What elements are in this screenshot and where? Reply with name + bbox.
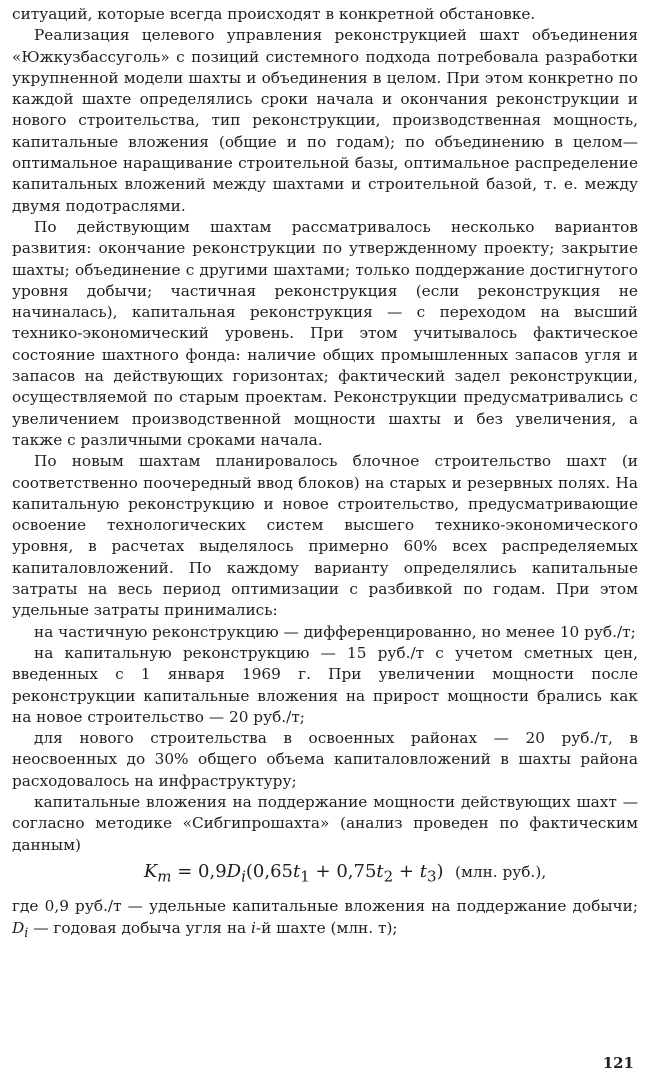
legend-text-a: где 0,9 руб./т — удельные капитальные вложения на поддержание добычи;: [12, 897, 638, 916]
paragraph-existing-mines: По действующим шахтам рассматривалось несколько вариантов развития: окончание реконструкции по утвержденному проекту; закрытие шахты; объединение с другими шахтами; только поддержание достигнутого уровня добычи; частичная реконструкция (если реконструкция не начиналась), капитальная реконструкция — с переходом на высший технико-экономический уровень. При этом учитывалось фактическое состояние шахтного фонда: наличие общих промышленных запасов угля и запасов на действующих горизонтах; фактический задел реконструкции, осуществляемой по старым проектам. Реконструкции предусматривались с увеличением производственной мощности шахты и без увеличения, а также с различными сроками начала.: [12, 217, 638, 449]
formula-d: D: [226, 860, 242, 882]
formula-t2: t: [376, 860, 384, 882]
legend-d: D: [12, 918, 25, 937]
legend-text-c: -й шахте (млн. т);: [255, 918, 398, 937]
formula-eq: = 0,9: [171, 860, 227, 882]
legend-d-sub: i: [24, 925, 29, 941]
paragraph-new-construction: для нового строительства в освоенных районах — 20 руб./т, в неосвоенных до 30% общего объема капиталовложений в шахты района расходовалось на инфраструктуру;: [12, 729, 638, 790]
paragraph-formula-legend: [12, 896, 638, 944]
formula-k-sub: m: [157, 867, 172, 886]
legend-text-b: — годовая добыча угля на: [28, 918, 251, 937]
formula-t1: t: [293, 860, 301, 882]
paragraph-maintenance: капитальные вложения на поддержание мощности действующих шахт — согласно методике «Сибгипрошахта» (анализ проведен по фактическим данным): [12, 792, 638, 854]
formula-d-sub: i: [241, 867, 246, 886]
formula-t3: t: [419, 860, 427, 882]
formula-plus1: + 0,75: [309, 860, 377, 882]
formula-t3-sub: 3: [426, 867, 437, 886]
document-page: [12, 4, 638, 944]
formula-plus2: +: [393, 860, 420, 882]
paragraph-capital-reconstruction: на капитальную реконструкцию — 15 руб./т с учетом сметных цен, введенных с 1 января 1969 г. При увеличении мощности после реконструкции капитальные вложения на прирост мощности брались как на новое строительство — 20 руб./т;: [12, 643, 638, 726]
formula-close: ): [436, 860, 444, 882]
formula-t1-sub: 1: [300, 867, 310, 886]
paragraph-target-management: Реализация целевого управления реконструкцией шахт объединения «Южкузбассуголь» с позиций системного подхода потребовала разработки укрупненной модели шахты и объединения в целом. При этом конкретно по каждой шахте определялись сроки начала и окончания реконструкции и нового строительства, тип реконструкции, производственная мощность, капитальные вложения (общие и по годам); по объединению в целом—оптимальное наращивание строительной базы, оптимальное распределение капитальных вложений между шахтами и строительной базой, т. е. между двумя подотраслями.: [12, 26, 638, 215]
formula-open: (0,65: [245, 860, 294, 882]
legend-i: i: [251, 918, 256, 937]
paragraph-continuation: ситуаций, которые всегда происходят в конкретной обстановке.: [12, 5, 536, 23]
formula-k: K: [143, 860, 158, 882]
paragraph-partial-reconstruction: на частичную реконструкцию — дифференцированно, но менее 10 руб./т;: [34, 622, 636, 641]
paragraph-new-mines: По новым шахтам планировалось блочное строительство шахт (и соответственно поочередный ввод блоков) на старых и резервных полях. На капитальную реконструкцию и новое строительство, предусматривающие освоение технологических систем высшего технико-экономического уровня, в расчетах выделялось примерно 60% всех распределяемых капиталовложений. По каждому варианту определялись капитальные затраты на весь период оптимизации с разбивкой по годам. При этом удельные затраты принимались:: [12, 452, 638, 620]
page-number: 121: [602, 1054, 634, 1072]
formula-unit: (млн. руб.),: [454, 862, 547, 881]
formula: [12, 858, 638, 891]
formula-t2-sub: 2: [383, 867, 394, 886]
